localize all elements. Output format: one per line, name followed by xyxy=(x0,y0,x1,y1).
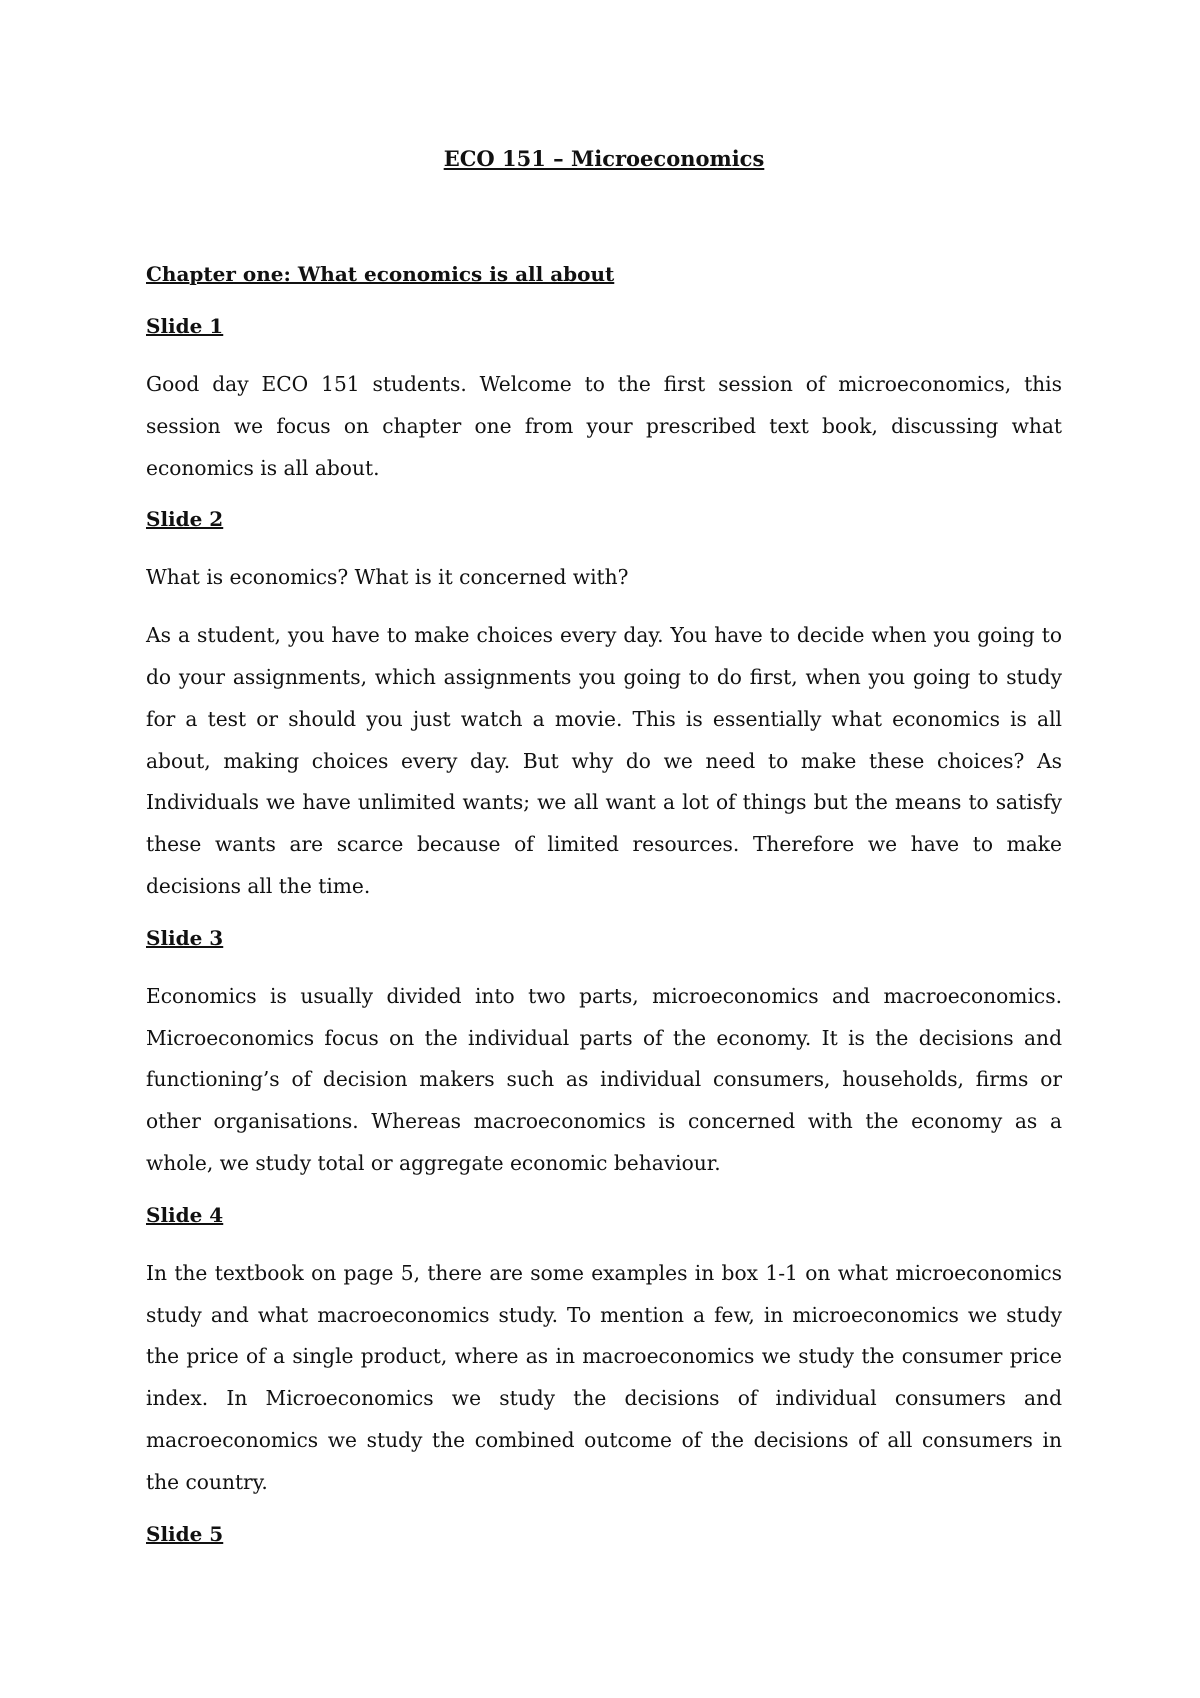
slide-heading: Slide 5 xyxy=(146,1521,224,1546)
paragraph: Good day ECO 151 students. Welcome to the first session of microeconomics, this session we focus on chapter one from your prescribed text book, discussing what economics is all about. xyxy=(146,372,1062,480)
chapter-heading: Chapter one: What economics is all about xyxy=(146,262,615,286)
document-content xyxy=(146,144,1062,1572)
slide-heading: Slide 3 xyxy=(146,925,224,950)
paragraph: In the textbook on page 5, there are some examples in box 1-1 on what microeconomics study and what macroeconomics study. To mention a few, in microeconomics we study the price of a single product, where as in macroeconomics we study the consumer price index. In Microeconomics we study the decisions of individual consumers and macroeconomics we study the combined outcome of the decisions of all consumers in the country. xyxy=(146,1260,1062,1494)
slide-heading: Slide 4 xyxy=(146,1202,224,1227)
document-title: ECO 151 – Microeconomics xyxy=(443,146,765,171)
slide-heading: Slide 2 xyxy=(146,507,224,532)
paragraph: As a student, you have to make choices every day. You have to decide when you going to do your assignments, which assignments you going to do first, when you going to study for a test or should you just watch a movie. This is essentially what economics is all about, making choices every day. But why do we need to make these choices? As Individuals we have unlimited wants; we all want a lot of things but the means to satisfy these wants are scarce because of limited resources. Therefore we have to make decisions all the time. xyxy=(146,623,1062,898)
slide-heading: Slide 1 xyxy=(146,314,224,338)
paragraph: What is economics? What is it concerned with? xyxy=(146,565,629,590)
paragraph: Economics is usually divided into two parts, microeconomics and macroeconomics. Microeconomics focus on the individual parts of the economy. It is the decisions and functioning’s of decision makers such as individual consumers, households, firms or other organisations. Whereas macroeconomics is concerned with the economy as a whole, we study total or aggregate economic behaviour. xyxy=(146,983,1062,1175)
